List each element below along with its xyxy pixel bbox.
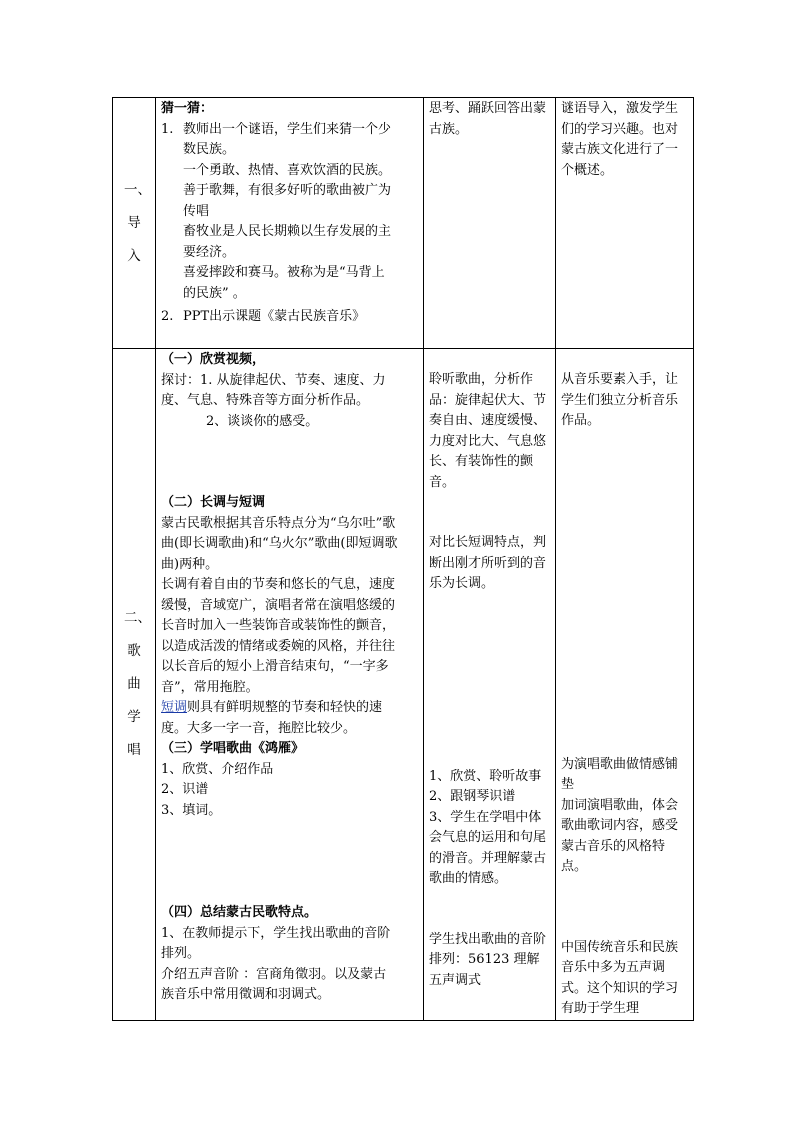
guess-heading: 猜一猜： (161, 101, 214, 116)
part2-line: 蒙古民歌根据其音乐特点分为“乌尔吐”歌 (161, 515, 396, 531)
section-label (113, 349, 156, 1021)
part3-student: 3、学生在学唱中体会气息的运用和句尾的滑音。并理解蒙古歌曲的情感。 (429, 809, 547, 886)
part3-item: 2、识谱 (161, 782, 209, 797)
short-tune-link[interactable]: 短调 (161, 700, 188, 715)
part4-line: 排列。 (161, 946, 201, 961)
riddle-clue: 畜牧业是人民长期赖以生存发展的主 (183, 224, 392, 239)
part2-line: 以长音后的短小上滑音结束句，“一字多 (161, 659, 389, 674)
part2-student: 对比长短调特点，判断出刚才所听到的音乐为长调。 (429, 535, 547, 591)
part3-item: 1、欣赏、介绍作品 (161, 761, 274, 777)
part2-line: 长调有着自由的节奏和悠长的气息，速度 (161, 577, 396, 592)
part2-line: 曲(即长调歌曲)和“乌火尔”歌曲(即短调歌 (161, 536, 398, 551)
part2-line: 音”，常用拖腔。 (161, 679, 259, 695)
item-2: 2. PPT出示课题《蒙古民族音乐》 (161, 309, 366, 324)
part4-line: 介绍五声音阶 ：宫商角徵羽。以及蒙古 (161, 966, 387, 982)
part4-line: 族音乐中常用徵调和羽调式。 (161, 987, 331, 1002)
section-song-row (113, 349, 694, 1021)
riddle-clue: 喜爱摔跤和赛马。被称为是“马背上 (183, 265, 385, 280)
part4-intent: 中国传统音乐和民族音乐中多为五声调式。这个知识的学习有助于学生理 (561, 939, 679, 1016)
riddle-clue-cont: 传唱 (183, 203, 210, 219)
design-intent-text: 谜语导入，激发学生们的学习兴趣。也对蒙古族文化进行了一个概述。 (561, 101, 679, 178)
item-1: 1. 教师出一个谜语，学生们来猜一个少 (161, 121, 392, 137)
part3-student: 1、欣赏、聆听故事 (429, 768, 542, 784)
part2-line: 度。大多一字一音，拖腔比较少。 (161, 720, 357, 736)
part4-student: 学生找出歌曲的音阶排列：56123 理解五声调式 (429, 931, 547, 988)
part1-student: 聆听歌曲，分析作品：旋律起伏大、节奏自由、速度缓慢、力度对比大、气息悠长、有装饰性的颤音。 (429, 372, 547, 490)
part3-intent: 为演唱歌曲做情感铺垫 (561, 756, 679, 792)
section-intro-label: 一、导入 (124, 181, 151, 264)
teacher-activity-cell (156, 349, 424, 1021)
design-intent-cell (556, 349, 694, 1021)
part4-line: 1、在教师提示下，学生找出歌曲的音阶 (161, 925, 391, 941)
student-activity-cell (424, 349, 556, 1021)
riddle-clue: 一个勇敢、热情、喜欢饮酒的民族。 (183, 162, 392, 178)
part2-line: 长音时加入一些装饰音或装饰性的颤音， (161, 618, 396, 633)
student-activity-cell (424, 98, 556, 349)
part1-line: 2、谈谈你的感受。 (206, 413, 319, 429)
part3-intent: 加词演唱歌曲，体会歌曲歌词内容，感受蒙古音乐的风格特点。 (561, 797, 679, 874)
section-label (113, 98, 156, 349)
design-intent-cell (556, 98, 694, 349)
part2-line: 缓慢，音域宽广，演唱者常在演唱悠缓的 (161, 597, 396, 613)
part2-line: 短调则具有鲜明规整的节奏和轻快的速 (161, 700, 383, 715)
teacher-activity-cell (156, 98, 424, 349)
part3-heading: （三）学唱歌曲《鸿雁》 (161, 741, 305, 756)
part3-student: 2、跟钢琴识谱 (429, 789, 516, 804)
riddle-clue-cont: 要经济。 (183, 244, 236, 260)
part2-line: 以造成活泼的情绪或委婉的风格，并往往 (161, 638, 396, 654)
part1-heading: （一）欣赏视频， (161, 352, 266, 367)
lesson-plan-table (112, 97, 694, 1021)
section-song-label: 二、歌曲学唱 (124, 609, 151, 758)
student-activity-text: 思考、踊跃回答出蒙古族。 (429, 101, 547, 137)
riddle-clue: 善于歌舞，有很多好听的歌曲被广为 (183, 183, 392, 198)
section-intro-row (113, 98, 694, 349)
riddle-clue-cont: 的民族” 。 (183, 285, 246, 301)
part1-line: 度、气息、特殊音等方面分析作品。 (161, 393, 370, 408)
part3-item: 3、填词。 (161, 802, 222, 818)
part1-intent: 从音乐要素入手，让学生们独立分析音乐作品。 (561, 372, 679, 428)
part2-line: 曲)两种。 (161, 556, 219, 572)
part4-heading: （四）总结蒙古民歌特点。 (161, 905, 318, 920)
item-1-cont: 数民族。 (183, 142, 236, 157)
part2-heading: （二）长调与短调 (161, 495, 266, 510)
part1-line: 探讨：1. 从旋律起伏、节奏、速度、力 (161, 372, 386, 388)
